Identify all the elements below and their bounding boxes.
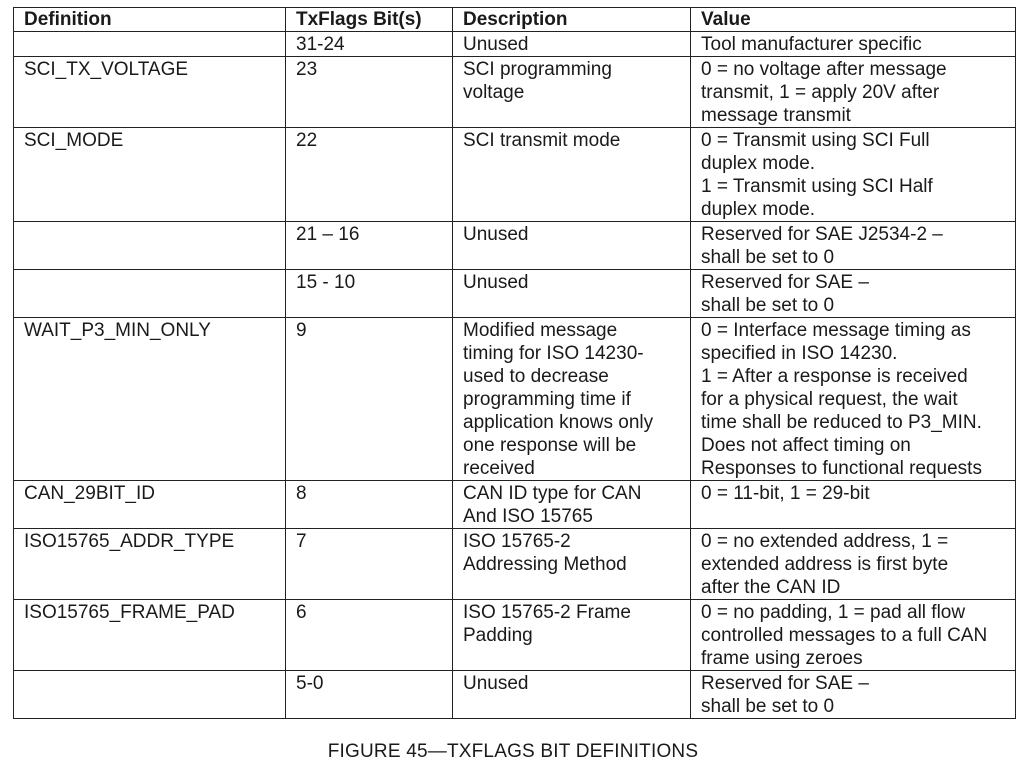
value-line: 1 = After a response is received: [701, 366, 968, 387]
cell-definition: ISO15765_ADDR_TYPE: [14, 529, 286, 600]
header-value: Value: [691, 8, 1016, 32]
cell-definition: [14, 270, 286, 318]
cell-definition: ISO15765_FRAME_PAD: [14, 600, 286, 671]
cell-description: [453, 270, 691, 318]
cell-value: [691, 318, 1016, 481]
value-line: duplex mode.: [701, 153, 816, 174]
figure-caption: FIGURE 45—TXFLAGS BIT DEFINITIONS: [327, 741, 699, 762]
cell-definition: SCI_TX_VOLTAGE: [14, 57, 286, 128]
value-line: 0 = no voltage after message: [701, 59, 947, 80]
table-header-row: [14, 8, 1016, 32]
cell-txflags-bits: 31-24: [286, 32, 453, 57]
cell-txflags-bits: 5-0: [286, 671, 453, 719]
value-line: 0 = Interface message timing as: [701, 320, 971, 341]
table-row: [14, 481, 1016, 529]
cell-txflags-bits: 23: [286, 57, 453, 128]
value-line: 1 = Transmit using SCI Half: [701, 176, 933, 197]
table-row: [14, 57, 1016, 128]
description-line: Modified message: [463, 320, 618, 341]
value-line: message transmit: [701, 105, 851, 126]
cell-value: [691, 57, 1016, 128]
description-line: voltage: [463, 82, 525, 103]
header-definition: Definition: [14, 8, 286, 32]
description-line: Addressing Method: [463, 554, 627, 575]
value-line: specified in ISO 14230.: [701, 343, 898, 364]
cell-txflags-bits: 21 – 16: [286, 222, 453, 270]
value-line: for a physical request, the wait: [701, 389, 958, 410]
table-row: [14, 600, 1016, 671]
cell-definition: [14, 32, 286, 57]
table-row: [14, 529, 1016, 600]
value-line: Does not affect timing on: [701, 435, 911, 456]
cell-value: [691, 600, 1016, 671]
value-line: 0 = no padding, 1 = pad all flow: [701, 602, 966, 623]
cell-txflags-bits: 15 - 10: [286, 270, 453, 318]
value-line: Responses to functional requests: [701, 458, 982, 479]
description-line: Unused: [463, 34, 529, 55]
cell-txflags-bits: 8: [286, 481, 453, 529]
value-line: 0 = Transmit using SCI Full: [701, 130, 930, 151]
description-line: And ISO 15765: [463, 506, 593, 527]
value-line: Reserved for SAE J2534-2 –: [701, 224, 943, 245]
cell-description: [453, 481, 691, 529]
cell-value: [691, 128, 1016, 222]
value-line: 0 = no extended address, 1 =: [701, 531, 949, 552]
cell-txflags-bits: 6: [286, 600, 453, 671]
cell-definition: [14, 222, 286, 270]
description-line: SCI transmit mode: [463, 130, 621, 151]
value-line: frame using zeroes: [701, 648, 863, 669]
cell-value: [691, 481, 1016, 529]
table-row: [14, 222, 1016, 270]
value-line: after the CAN ID: [701, 577, 841, 598]
description-line: ISO 15765-2: [463, 531, 571, 552]
cell-value: [691, 270, 1016, 318]
header-txflags-bits: TxFlags Bit(s): [286, 8, 453, 32]
cell-description: [453, 529, 691, 600]
cell-definition: WAIT_P3_MIN_ONLY: [14, 318, 286, 481]
table-row: [14, 32, 1016, 57]
value-line: extended address is first byte: [701, 554, 949, 575]
table-body: [14, 32, 1016, 719]
value-line: shall be set to 0: [701, 295, 835, 316]
table-row: [14, 318, 1016, 481]
txflags-table: [13, 7, 1016, 719]
value-line: transmit, 1 = apply 20V after: [701, 82, 940, 103]
value-line: 0 = 11-bit, 1 = 29-bit: [701, 483, 870, 504]
cell-txflags-bits: 9: [286, 318, 453, 481]
cell-txflags-bits: 7: [286, 529, 453, 600]
cell-description: [453, 128, 691, 222]
description-line: received: [463, 458, 535, 479]
value-line: shall be set to 0: [701, 696, 835, 717]
value-line: Reserved for SAE –: [701, 673, 869, 694]
description-line: Unused: [463, 224, 529, 245]
cell-value: [691, 32, 1016, 57]
cell-description: [453, 671, 691, 719]
cell-description: [453, 32, 691, 57]
description-line: Unused: [463, 673, 529, 694]
cell-definition: CAN_29BIT_ID: [14, 481, 286, 529]
cell-value: [691, 671, 1016, 719]
table-row: [14, 128, 1016, 222]
description-line: CAN ID type for CAN: [463, 483, 642, 504]
description-line: used to decrease: [463, 366, 609, 387]
value-line: Reserved for SAE –: [701, 272, 869, 293]
description-line: ISO 15765-2 Frame: [463, 602, 631, 623]
cell-definition: SCI_MODE: [14, 128, 286, 222]
cell-value: [691, 222, 1016, 270]
description-line: SCI programming: [463, 59, 612, 80]
value-line: Tool manufacturer specific: [701, 34, 922, 55]
description-line: programming time if: [463, 389, 631, 410]
value-line: duplex mode.: [701, 199, 816, 220]
table-row: [14, 671, 1016, 719]
cell-txflags-bits: 22: [286, 128, 453, 222]
cell-description: [453, 222, 691, 270]
table-row: [14, 270, 1016, 318]
cell-value: [691, 529, 1016, 600]
cell-definition: [14, 671, 286, 719]
value-line: shall be set to 0: [701, 247, 835, 268]
description-line: Unused: [463, 272, 529, 293]
value-line: controlled messages to a full CAN: [701, 625, 988, 646]
description-line: Padding: [463, 625, 533, 646]
txflags-table-container: [13, 7, 1015, 719]
value-line: time shall be reduced to P3_MIN.: [701, 412, 982, 433]
description-line: timing for ISO 14230-: [463, 343, 644, 364]
cell-description: [453, 600, 691, 671]
cell-description: [453, 318, 691, 481]
description-line: one response will be: [463, 435, 637, 456]
cell-description: [453, 57, 691, 128]
header-description: Description: [453, 8, 691, 32]
description-line: application knows only: [463, 412, 654, 433]
